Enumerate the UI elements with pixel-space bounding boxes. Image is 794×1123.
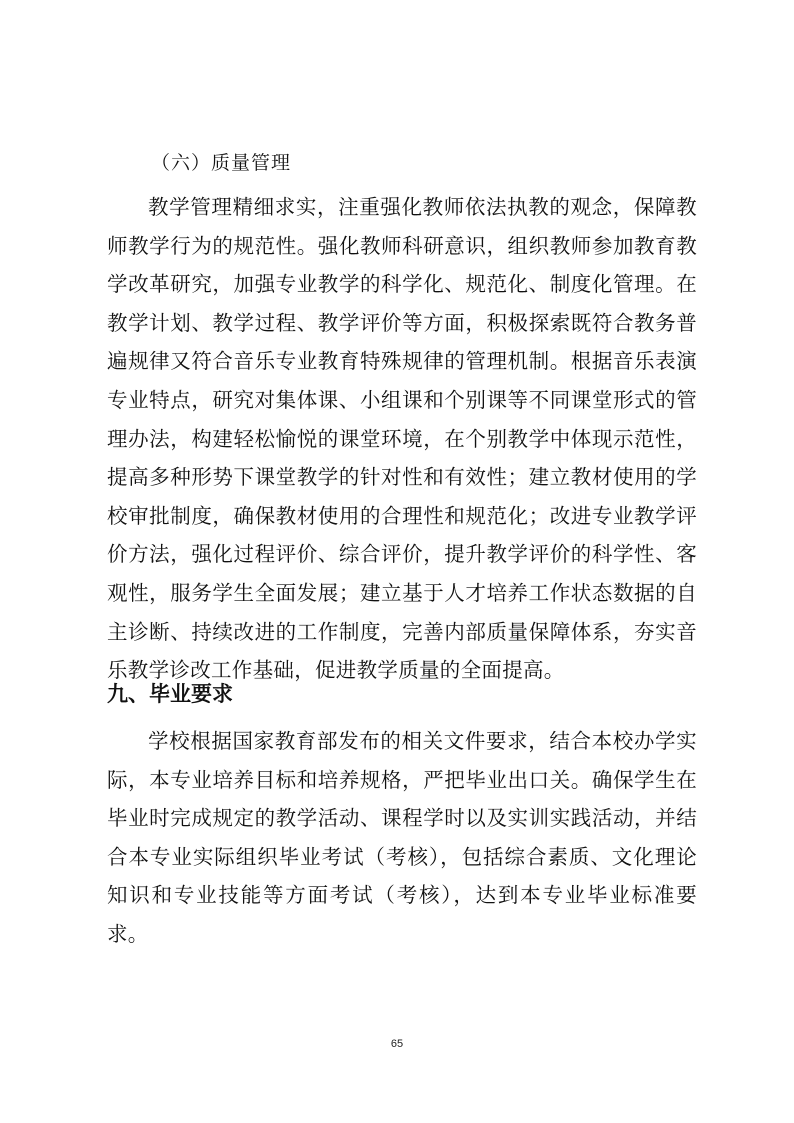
subsection-heading: （六）质量管理 [151, 152, 292, 174]
section-heading: 九、毕业要求 [107, 682, 233, 706]
page-number: 65 [390, 1038, 404, 1050]
quality-management-paragraph: 教学管理精细求实，注重强化教师依法执教的观念，保障教师教学行为的规范性。强化教师科研意识，组织教师参加教育教学改革研究，加强专业教学的科学化、规范化、制度化管理。在教学计划、教学过程、教学评价等方面，积极探索既符合教务普遍规律又符合音乐专业教育特殊规律的管理机制。根据音乐表演专业特点，研究对集体课、小组课和个别课等不同课堂形式的管理办法，构建轻松愉悦的课堂环境，在个别教学中体现示范性，提高多种形势下课堂教学的针对性和有效性；建立教材使用的学校审批制度，确保教材使用的合理性和规范化；改进专业教学评价方法，强化过程评价、综合评价，提升教学评价的科学性、客观性，服务学生全面发展；建立基于人才培养工作状态数据的自主诊断、持续改进的工作制度，完善内部质量保障体系，夯实音乐教学诊改工作基础，促进教学质量的全面提高。 [107, 195, 697, 683]
graduation-requirements-paragraph: 学校根据国家教育部发布的相关文件要求，结合本校办学实际，本专业培养目标和培养规格，严把毕业出口关。确保学生在毕业时完成规定的教学活动、课程学时以及实训实践活动，并结合本专业实际组织毕业考试（考核），包括综合素质、文化理论知识和专业技能等方面考试（考核），达到本专业毕业标准要求。 [107, 729, 697, 946]
